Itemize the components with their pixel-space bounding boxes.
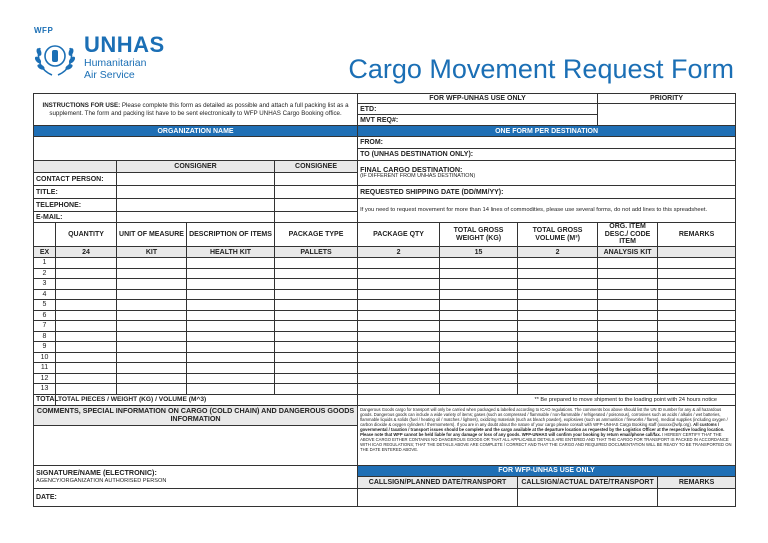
item-row: [34, 300, 736, 311]
etd-field[interactable]: ETD:: [358, 104, 598, 115]
item-package-type-cell[interactable]: [275, 321, 358, 332]
from-field[interactable]: FROM:: [358, 137, 736, 149]
consignee-telephone-field[interactable]: [275, 199, 358, 212]
item-description-cell[interactable]: [187, 342, 275, 353]
item-row: [34, 373, 736, 384]
item-uom-cell[interactable]: [117, 300, 187, 311]
total-label: TOTAL: [34, 394, 56, 405]
item-remarks-cell[interactable]: [658, 363, 736, 374]
item-package-qty-cell[interactable]: [358, 331, 440, 342]
example-uom: KIT: [117, 247, 187, 258]
item-uom-cell[interactable]: [117, 373, 187, 384]
dg-text-certify: I HEREBY CERTIFY THAT THE ABOVE CARGO EITHER CONTAINS NO DANGEROUS GOODS OR THAT ALL APPLICABLE DETAILS ARE ENTERED AND THAT THE CARGO FOR TRANSPORT IS PACKED IN ACCORDANCE WITH ICAO REGULATIONS; THAT THE DETAILS ABOVE ARE COMPLETE / CORRECT AND THAT THE CARGO AND REQUIRED DOCUMENTATION WILL BE READY TO BE TRANSPORTED ON THE DATE ENTERED ABOVE.: [360, 431, 732, 452]
item-package-type-cell[interactable]: [275, 342, 358, 353]
item-org-item-cell[interactable]: [598, 300, 658, 311]
item-description-cell[interactable]: [187, 373, 275, 384]
email-label: E-MAIL:: [34, 212, 117, 223]
consigner-email-field[interactable]: [117, 212, 275, 223]
item-description-cell[interactable]: [187, 331, 275, 342]
row-number: 8: [34, 331, 56, 342]
col-gross-weight: TOTAL GROSS WEIGHT (KG): [440, 223, 518, 247]
item-org-item-cell[interactable]: [598, 268, 658, 279]
item-gross-weight-cell[interactable]: [440, 268, 518, 279]
item-remarks-cell[interactable]: [658, 384, 736, 395]
item-remarks-cell[interactable]: [658, 300, 736, 311]
unhas-logo: [32, 26, 165, 84]
item-org-item-cell[interactable]: [598, 279, 658, 290]
un-wreath-icon: [32, 34, 78, 80]
item-row: [34, 331, 736, 342]
item-org-item-cell[interactable]: [598, 363, 658, 374]
item-package-type-cell[interactable]: [275, 363, 358, 374]
consigner-title-field[interactable]: [117, 186, 275, 199]
signature-label: SIGNATURE/NAME (ELECTRONIC):: [36, 467, 157, 477]
item-uom-cell[interactable]: [117, 384, 187, 395]
shipment-note: ** Be prepared to move shipment to the loading point with 24 hours notice: [358, 394, 736, 405]
item-gross-volume-cell[interactable]: [518, 321, 598, 332]
item-description-cell[interactable]: [187, 268, 275, 279]
agency-authorised-label: AGENCY/ORGANIZATION AUTHORISED PERSON: [36, 477, 167, 484]
item-package-type-cell[interactable]: [275, 289, 358, 300]
item-gross-weight-cell[interactable]: [440, 363, 518, 374]
col-description: DESCRIPTION OF ITEMS: [187, 223, 275, 247]
item-package-qty-cell[interactable]: [358, 321, 440, 332]
item-package-qty-cell[interactable]: [358, 384, 440, 395]
item-row: [34, 363, 736, 374]
organization-name-header: ORGANIZATION NAME: [34, 126, 358, 137]
item-remarks-cell[interactable]: [658, 310, 736, 321]
date-field[interactable]: DATE:: [34, 488, 358, 506]
brand-line-1: Humanitarian: [84, 57, 147, 69]
item-uom-cell[interactable]: [117, 331, 187, 342]
item-row: [34, 384, 736, 395]
item-row: [34, 310, 736, 321]
item-package-qty-cell[interactable]: [358, 268, 440, 279]
col-gross-volume: TOTAL GROSS VOLUME (M³): [518, 223, 598, 247]
comments-label: COMMENTS, SPECIAL INFORMATION ON CARGO (COLD CHAIN) AND DANGEROUS GOODS INFORMATION: [34, 405, 358, 425]
item-remarks-cell[interactable]: [658, 268, 736, 279]
instructions-cell: [34, 94, 358, 126]
item-uom-cell[interactable]: [117, 289, 187, 300]
row-number: 3: [34, 279, 56, 290]
item-package-qty-cell[interactable]: [358, 289, 440, 300]
wfp-label: WFP: [34, 26, 54, 35]
item-package-qty-cell[interactable]: [358, 279, 440, 290]
row-number: 9: [34, 342, 56, 353]
item-gross-volume-cell[interactable]: [518, 342, 598, 353]
item-description-cell[interactable]: [187, 352, 275, 363]
item-package-type-cell[interactable]: [275, 384, 358, 395]
item-org-item-cell[interactable]: [598, 310, 658, 321]
item-quantity-cell[interactable]: [56, 268, 117, 279]
brand-line-2: Air Service: [84, 69, 135, 81]
example-row: [34, 247, 736, 258]
dg-text-plain: Dangerous Goods cargo for transport will only be carried when packaged & labelled according to ICAO regulations. The comments box above should list the UN ID number for any & all hazardous goods. Dangerous goods can include a wide variety of items; gases (such as compressed / flammable / non-flammable / refrigerated / poisonous), corrosives such as acids / alkalis / wet batteries, flammable liquids & solids (fuel / heating oil / matches / lighters), oxidizing materials (such as bleach powder), explosives (such as ammunition / fireworks / flares), medical supplies (including oxygen / carbon dioxide & oxygen cylinders / thermometers). If you are in any doubt about the nature of your cargo please consult with WFP-UNHAS Cargo Booking staff (xxxxxx@wfp.org).: [360, 406, 728, 427]
row-number: 12: [34, 373, 56, 384]
col-package-qty: PACKAGE QTY: [358, 223, 440, 247]
row-number: 7: [34, 321, 56, 332]
item-gross-weight-cell[interactable]: [440, 300, 518, 311]
unhas-wordmark: UNHAS: [84, 32, 165, 57]
callsign-planned-field[interactable]: [358, 488, 518, 506]
priority-field[interactable]: [598, 104, 736, 126]
final-destination-label: FINAL CARGO DESTINATION:: [360, 165, 463, 175]
dg-text-bold: All customs / governmental / taxation / transport issues should be complete and the cargo available at the departure location as requested by the Logistics Officer at the respective loading location. Please note that WFP cannot be held liable for any damage or loss of any goods. WFP-UNHAS will confirm your booking by return email/phone call/fax.: [360, 421, 725, 437]
priority-header: PRIORITY: [598, 94, 736, 104]
item-org-item-cell[interactable]: [598, 352, 658, 363]
example-remarks: [658, 247, 736, 258]
item-package-qty-cell[interactable]: [358, 363, 440, 374]
item-quantity-cell[interactable]: [56, 310, 117, 321]
final-destination-note: (IF DIFFERENT FROM UNHAS DESTINATION): [360, 172, 476, 179]
item-package-type-cell[interactable]: [275, 268, 358, 279]
item-gross-volume-cell[interactable]: [518, 300, 598, 311]
example-package-type: PALLETS: [275, 247, 358, 258]
item-description-cell[interactable]: [187, 300, 275, 311]
item-gross-weight-cell[interactable]: [440, 352, 518, 363]
mvt-req-field[interactable]: MVT REQ#:: [358, 115, 598, 126]
item-gross-volume-cell[interactable]: [518, 373, 598, 384]
item-quantity-cell[interactable]: [56, 331, 117, 342]
title-label: TITLE:: [34, 186, 117, 199]
consigner-telephone-field[interactable]: [117, 199, 275, 212]
item-gross-volume-cell[interactable]: [518, 268, 598, 279]
item-gross-weight-cell[interactable]: [440, 373, 518, 384]
to-field[interactable]: TO (UNHAS DESTINATION ONLY):: [358, 149, 736, 161]
item-uom-cell[interactable]: [117, 363, 187, 374]
item-description-cell[interactable]: [187, 363, 275, 374]
item-quantity-cell[interactable]: [56, 258, 117, 269]
consignee-title-field[interactable]: [275, 186, 358, 199]
item-quantity-cell[interactable]: [56, 279, 117, 290]
consigner-header: CONSIGNER: [117, 161, 275, 173]
row-number: 10: [34, 352, 56, 363]
item-gross-weight-cell[interactable]: [440, 258, 518, 269]
example-org-item: ANALYSIS KIT: [598, 247, 658, 258]
item-gross-weight-cell[interactable]: [440, 279, 518, 290]
item-org-item-cell[interactable]: [598, 373, 658, 384]
item-org-item-cell[interactable]: [598, 289, 658, 300]
items-header-row: [34, 223, 736, 247]
item-uom-cell[interactable]: [117, 342, 187, 353]
item-uom-cell[interactable]: [117, 268, 187, 279]
item-description-cell[interactable]: [187, 310, 275, 321]
item-quantity-cell[interactable]: [56, 289, 117, 300]
item-uom-cell[interactable]: [117, 352, 187, 363]
item-quantity-cell[interactable]: [56, 352, 117, 363]
item-package-type-cell[interactable]: [275, 352, 358, 363]
item-org-item-cell[interactable]: [598, 331, 658, 342]
remarks-bottom-header: REMARKS: [658, 476, 736, 488]
for-wfp-use-header: FOR WFP-UNHAS USE ONLY: [358, 94, 598, 104]
item-description-cell[interactable]: [187, 279, 275, 290]
for-wfp-use-header-2: FOR WFP-UNHAS USE ONLY: [358, 465, 736, 476]
item-remarks-cell[interactable]: [658, 289, 736, 300]
item-package-qty-cell[interactable]: [358, 373, 440, 384]
example-gross-volume: 2: [518, 247, 598, 258]
row-number: 6: [34, 310, 56, 321]
item-description-cell[interactable]: [187, 258, 275, 269]
consignee-contact-field[interactable]: [275, 173, 358, 186]
item-remarks-cell[interactable]: [658, 331, 736, 342]
dangerous-goods-text: [358, 405, 736, 465]
item-description-cell[interactable]: [187, 384, 275, 395]
item-gross-volume-cell[interactable]: [518, 363, 598, 374]
item-gross-weight-cell[interactable]: [440, 310, 518, 321]
item-gross-volume-cell[interactable]: [518, 352, 598, 363]
item-row: [34, 258, 736, 269]
item-package-type-cell[interactable]: [275, 331, 358, 342]
signature-field[interactable]: [34, 465, 358, 488]
contact-person-label: CONTACT PERSON:: [34, 173, 117, 186]
comments-field[interactable]: [34, 425, 358, 465]
item-quantity-cell[interactable]: [56, 342, 117, 353]
callsign-planned-header: CALLSIGN/PLANNED DATE/TRANSPORT: [358, 476, 518, 488]
item-quantity-cell[interactable]: [56, 363, 117, 374]
item-row: [34, 289, 736, 300]
row-number: 13: [34, 384, 56, 395]
item-gross-volume-cell[interactable]: [518, 331, 598, 342]
item-org-item-cell[interactable]: [598, 342, 658, 353]
item-quantity-cell[interactable]: [56, 384, 117, 395]
item-gross-volume-cell[interactable]: [518, 289, 598, 300]
item-gross-weight-cell[interactable]: [440, 289, 518, 300]
item-gross-weight-cell[interactable]: [440, 384, 518, 395]
item-quantity-cell[interactable]: [56, 373, 117, 384]
item-gross-volume-cell[interactable]: [518, 384, 598, 395]
item-row: [34, 321, 736, 332]
item-package-type-cell[interactable]: [275, 310, 358, 321]
row-number: 4: [34, 289, 56, 300]
item-package-type-cell[interactable]: [275, 300, 358, 311]
item-package-qty-cell[interactable]: [358, 310, 440, 321]
col-quantity: QUANTITY: [56, 223, 117, 247]
item-org-item-cell[interactable]: [598, 258, 658, 269]
instructions-text: Please complete this form as detailed as possible and attach a full packing list as a supplement. The form and packing list have to be sent electronically to WFP UNHAS Cargo Booking office.: [49, 102, 349, 117]
item-row: [34, 352, 736, 363]
consigner-contact-field[interactable]: [117, 173, 275, 186]
row-number: 1: [34, 258, 56, 269]
row-number: 2: [34, 268, 56, 279]
page-header: [0, 0, 768, 92]
item-package-qty-cell[interactable]: [358, 258, 440, 269]
commodities-note: If you need to request movement for more than 14 lines of commodities, please use several forms, do not add lines to this spreadsheet.: [358, 199, 736, 223]
item-org-item-cell[interactable]: [598, 384, 658, 395]
form-title: Cargo Movement Request Form: [348, 54, 734, 84]
requested-shipping-date-field[interactable]: REQUESTED SHIPPING DATE (DD/MM/YY):: [358, 186, 736, 199]
row-number: 11: [34, 363, 56, 374]
telephone-label: TELEPHONE:: [34, 199, 117, 212]
consignee-email-field[interactable]: [275, 212, 358, 223]
item-gross-volume-cell[interactable]: [518, 310, 598, 321]
item-remarks-cell[interactable]: [658, 321, 736, 332]
example-gross-weight: 15: [440, 247, 518, 258]
item-gross-weight-cell[interactable]: [440, 342, 518, 353]
col-org-item: ORG. ITEM DESC./ CODE ITEM: [598, 223, 658, 247]
col-package-type: PACKAGE TYPE: [275, 223, 358, 247]
cargo-request-table: [33, 93, 736, 507]
row-number: 5: [34, 300, 56, 311]
item-package-qty-cell[interactable]: [358, 352, 440, 363]
item-row: [34, 279, 736, 290]
item-remarks-cell[interactable]: [658, 352, 736, 363]
item-package-qty-cell[interactable]: [358, 342, 440, 353]
item-rows: [34, 258, 736, 395]
col-unit-of-measure: UNIT OF MEASURE: [117, 223, 187, 247]
item-quantity-cell[interactable]: [56, 321, 117, 332]
item-org-item-cell[interactable]: [598, 321, 658, 332]
item-row: [34, 268, 736, 279]
callsign-actual-field[interactable]: [518, 488, 658, 506]
item-remarks-cell[interactable]: [658, 342, 736, 353]
item-uom-cell[interactable]: [117, 258, 187, 269]
callsign-actual-header: CALLSIGN/ACTUAL DATE/TRANSPORT: [518, 476, 658, 488]
example-package-qty: 2: [358, 247, 440, 258]
final-destination-field[interactable]: [358, 161, 736, 186]
item-remarks-cell[interactable]: [658, 373, 736, 384]
one-form-header: ONE FORM PER DESTINATION: [358, 126, 736, 137]
item-row: [34, 342, 736, 353]
item-gross-volume-cell[interactable]: [518, 258, 598, 269]
remarks-bottom-field[interactable]: [658, 488, 736, 506]
item-package-type-cell[interactable]: [275, 258, 358, 269]
example-quantity: 24: [56, 247, 117, 258]
item-gross-weight-cell[interactable]: [440, 321, 518, 332]
example-label: EX: [34, 247, 56, 258]
item-uom-cell[interactable]: [117, 310, 187, 321]
item-package-qty-cell[interactable]: [358, 300, 440, 311]
example-description: HEALTH KIT: [187, 247, 275, 258]
item-package-type-cell[interactable]: [275, 373, 358, 384]
item-gross-volume-cell[interactable]: [518, 279, 598, 290]
organization-name-field[interactable]: [34, 137, 358, 161]
total-pieces-label: TOTAL PIECES / WEIGHT (KG) / VOLUME (M^3): [56, 394, 358, 405]
item-package-type-cell[interactable]: [275, 279, 358, 290]
item-remarks-cell[interactable]: [658, 279, 736, 290]
item-remarks-cell[interactable]: [658, 258, 736, 269]
item-quantity-cell[interactable]: [56, 300, 117, 311]
item-uom-cell[interactable]: [117, 279, 187, 290]
col-remarks: REMARKS: [658, 223, 736, 247]
item-uom-cell[interactable]: [117, 321, 187, 332]
item-description-cell[interactable]: [187, 289, 275, 300]
item-description-cell[interactable]: [187, 321, 275, 332]
instructions-label: INSTRUCTIONS FOR USE:: [42, 102, 121, 110]
total-row: [34, 394, 736, 405]
consignee-header: CONSIGNEE: [275, 161, 358, 173]
item-gross-weight-cell[interactable]: [440, 331, 518, 342]
